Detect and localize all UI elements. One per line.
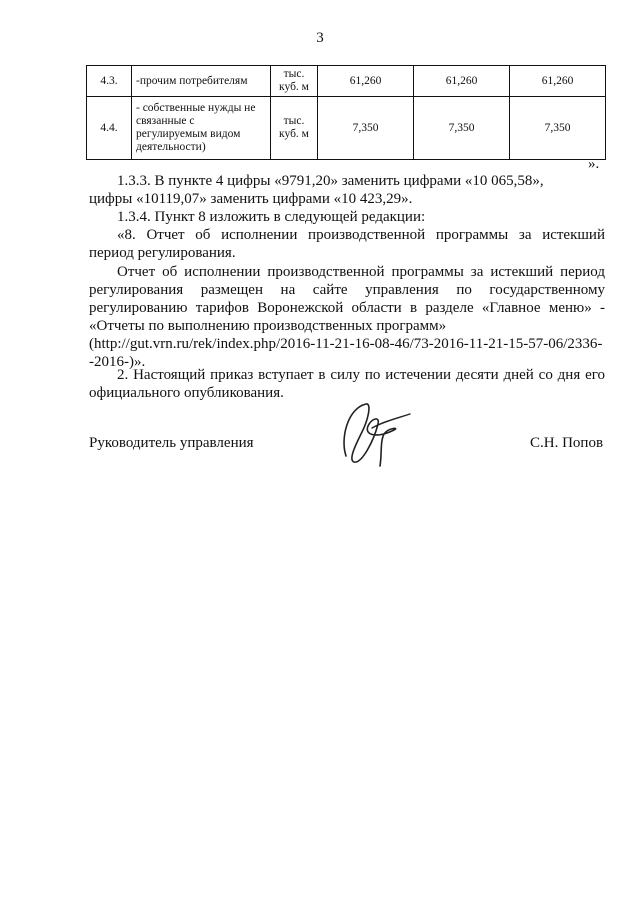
paragraph-report: Отчет об исполнении производственной программы за истекший период регулирования размещен на сайте управления по государственному регулированию тарифов Воронежской области в разделе «Главное меню» - «Отчеты по выполнению производственных программ» (89, 264, 605, 334)
tariff-table (86, 65, 606, 160)
row-value: 61,260 (414, 66, 510, 97)
table-row (87, 97, 606, 160)
row-number: 4.3. (87, 66, 132, 97)
signatory-title: Руководитель управления (89, 435, 254, 451)
row-name: -прочим потребителям (132, 66, 271, 97)
paragraph-point-8: «8. Отчет об исполнении производственной программы за истекший период регулирования. (89, 227, 605, 261)
report-url: (http://gut.vrn.ru/rek/index.php/2016-11-21-16-08-46/73-2016-11-21-15-57-06/2336--2016-)». (89, 336, 603, 370)
handwritten-signature (338, 400, 418, 470)
page-number: 3 (316, 30, 324, 46)
row-name: - собственные нужды не связанные с регулируемым видом деятельности) (132, 97, 271, 160)
paragraph-1-3-4: 1.3.4. Пункт 8 изложить в следующей редакции: (117, 209, 426, 225)
table-closing-quote: ». (588, 156, 600, 172)
row-value: 7,350 (510, 97, 606, 160)
row-unit: тыс. куб. м (271, 97, 318, 160)
paragraph-effective: 2. Настоящий приказ вступает в силу по истечении десяти дней со дня его официального опубликования. (89, 367, 605, 401)
paragraph-1-3-3-line2: цифры «10119,07» заменить цифрами «10 423,29». (89, 191, 413, 207)
table-row (87, 66, 606, 97)
row-value: 7,350 (414, 97, 510, 160)
row-value: 7,350 (318, 97, 414, 160)
row-value: 61,260 (510, 66, 606, 97)
row-unit: тыс. куб. м (271, 66, 318, 97)
signatory-name: С.Н. Попов (530, 435, 604, 451)
paragraph-1-3-3-line1: 1.3.3. В пункте 4 цифры «9791,20» заменить цифрами «10 065,58», (117, 173, 544, 189)
row-number: 4.4. (87, 97, 132, 160)
row-value: 61,260 (318, 66, 414, 97)
